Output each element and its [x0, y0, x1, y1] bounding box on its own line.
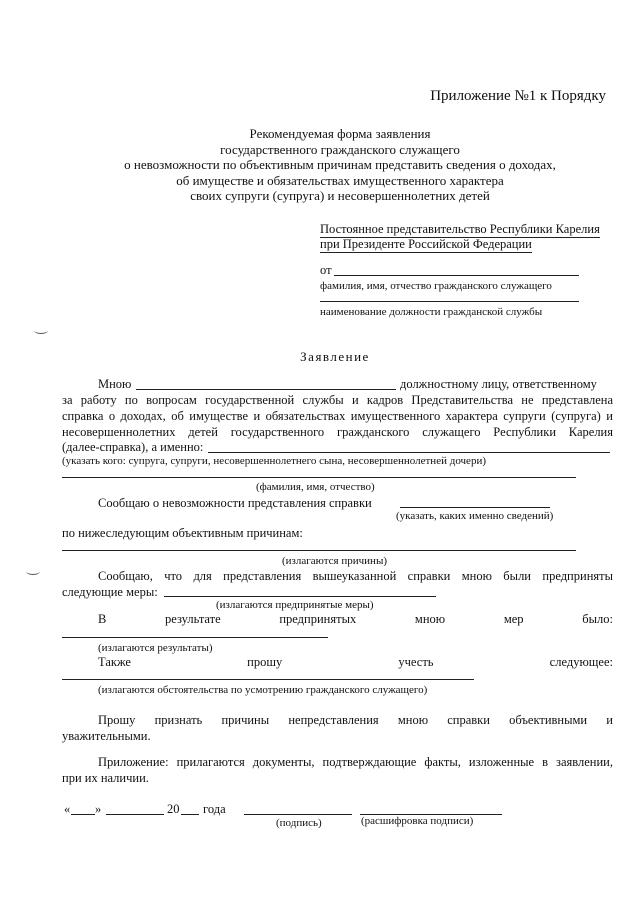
position-caption: наименование должности гражданской службы — [320, 306, 543, 318]
appendix-label: Приложение №1 к Порядку — [430, 88, 606, 104]
from-label: от — [320, 263, 332, 277]
p1-line-4: несовершеннолетних детей государственного гражданского служащего Республики Карелия — [62, 425, 613, 439]
p1-line-2: за работу по вопросам государственной службы и кадров Представительства не представлена — [62, 393, 613, 407]
year-word: года — [203, 802, 226, 816]
p5-word: мер — [503, 612, 524, 626]
relative-field[interactable] — [208, 452, 610, 453]
p3-text: по нижеследующим объективным причинам: — [62, 526, 303, 540]
results-caption: (излагаются результаты) — [98, 642, 213, 654]
day-field[interactable] — [71, 814, 95, 815]
heading-line: о невозможности по объективным причинам представить сведения о доходах, — [124, 157, 556, 172]
heading-line: государственного гражданского служащего — [220, 141, 460, 157]
form-heading — [0, 126, 640, 204]
signature-caption: (подпись) — [276, 817, 322, 829]
position-field[interactable] — [320, 301, 579, 302]
p1-line-3: справка о доходах, об имуществе и обязательствах имущественного характера супруги (супруга) и — [62, 409, 613, 423]
quote-open: « — [64, 802, 71, 816]
from-caption: фамилия, имя, отчество гражданского служащего — [320, 280, 552, 292]
document-title: Заявление — [300, 349, 370, 364]
circumstances-caption: (излагаются обстоятельства по усмотрению гражданского служащего) — [98, 684, 428, 696]
addressee-line-1: Постоянное представительство Республики Карелия — [320, 222, 600, 236]
relative-name-caption: (фамилия, имя, отчество) — [256, 481, 375, 493]
p5-word: было: — [582, 612, 613, 626]
from-name-field[interactable] — [334, 275, 579, 276]
measures-caption: (излагаются предпринятые меры) — [216, 599, 374, 611]
p1-start: Мною — [98, 377, 132, 391]
results-field[interactable] — [62, 637, 328, 638]
heading-line: об имуществе и обязательствах имущественного характера — [176, 172, 504, 188]
relative-name-field[interactable] — [62, 477, 576, 478]
p5-word: результате — [165, 612, 221, 626]
p8-line-2: при их наличии. — [62, 771, 149, 785]
p2-text: Сообщаю о невозможности представления справки — [98, 496, 372, 510]
reasons-field[interactable] — [62, 550, 576, 551]
p4-line-1: Сообщаю, что для представления вышеуказанной справки мною были предприняты — [98, 569, 613, 583]
p6-line — [98, 655, 613, 670]
info-type-field[interactable] — [400, 507, 550, 508]
reasons-caption: (излагаются причины) — [282, 555, 387, 567]
official-name-field[interactable] — [136, 389, 396, 390]
p7-line-2: уважительными. — [62, 729, 151, 743]
scan-mark — [26, 568, 40, 575]
p5-word: В — [98, 612, 107, 626]
p6-word: учесть — [398, 655, 434, 669]
scan-mark — [34, 327, 48, 334]
p5-word: предпринятых — [279, 612, 357, 626]
heading-line: своих супруги (супруга) и несовершеннолетних детей — [190, 188, 490, 203]
p1-line-5: (далее-справка), а именно: — [62, 440, 204, 454]
heading-line: Рекомендуемая форма заявления — [249, 126, 431, 141]
info-type-caption: (указать, каких именно сведений) — [396, 510, 554, 522]
p6-word: следующее: — [549, 655, 613, 669]
p7-line-1: Прошу признать причины непредставления мною справки объективными и — [98, 713, 613, 727]
addressee-line-2: при Президенте Российской Федерации — [320, 237, 532, 251]
year-field[interactable] — [181, 814, 199, 815]
p4-line-2: следующие меры: — [62, 585, 158, 599]
measures-field[interactable] — [164, 596, 436, 597]
p1-continue: должностному лицу, ответственному — [400, 377, 597, 391]
p5-line — [98, 612, 613, 627]
p6-word: Также — [98, 655, 131, 669]
year-prefix: 20 — [167, 802, 180, 816]
circumstances-field[interactable] — [62, 679, 474, 680]
p5-word: мною — [414, 612, 446, 626]
quote-close: » — [95, 802, 102, 816]
p8-line-1: Приложение: прилагаются документы, подтверждающие факты, изложенные в заявлении, — [98, 755, 613, 769]
relative-caption: (указать кого: супруга, супруги, несовершеннолетнего сына, несовершеннолетней дочери) — [62, 455, 486, 467]
p6-word: прошу — [247, 655, 283, 669]
month-field[interactable] — [106, 814, 164, 815]
signature-field[interactable] — [244, 814, 352, 815]
signature-decode-caption: (расшифровка подписи) — [361, 815, 474, 827]
